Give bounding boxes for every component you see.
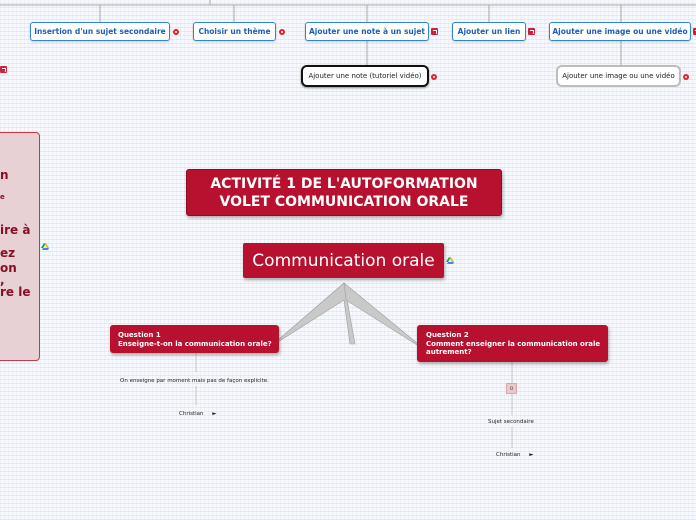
question2-text-line2: autrement? <box>426 348 472 356</box>
left-panel-drive-icon[interactable] <box>41 243 49 250</box>
central-topic-drive-icon[interactable] <box>446 257 454 264</box>
question2-expand-icon[interactable]: ► <box>529 452 534 458</box>
question1-topic[interactable] <box>110 325 279 353</box>
question2-author[interactable] <box>496 452 534 458</box>
left-edge-link-icon[interactable] <box>0 66 7 73</box>
tutorial-note-box[interactable] <box>301 65 429 87</box>
central-topic-label: Communication orale <box>252 250 435 271</box>
add-note-link-icon[interactable] <box>431 28 438 35</box>
question1-expand-icon[interactable]: ► <box>212 411 217 417</box>
insert-subtopic-button[interactable] <box>30 22 170 41</box>
activity-title-box[interactable] <box>186 169 502 216</box>
left-panel-line: e <box>0 193 5 201</box>
question2-marker: o <box>509 385 514 392</box>
left-panel-line: n <box>0 168 9 182</box>
add-image-label: Ajouter une image ou une vidéo <box>552 27 688 36</box>
question1-text: Enseigne-t-on la communication orale? <box>118 339 272 348</box>
question1-answer: On enseigne par moment mais pas de façon explicite. <box>120 378 269 384</box>
question2-author-name: Christian <box>496 452 521 458</box>
insert-subtopic-video-icon[interactable] <box>173 29 179 35</box>
add-note-label: Ajouter une note à un sujet <box>308 27 425 36</box>
add-note-button[interactable] <box>305 22 429 41</box>
left-panel-text <box>0 168 31 300</box>
left-panel-line: re le <box>0 285 31 299</box>
add-link-button[interactable] <box>452 22 526 41</box>
question1-title: Question 1 <box>118 331 161 339</box>
question2-title: Question 2 <box>426 331 469 339</box>
image-note-text: Ajouter une image ou une vidéo <box>562 72 675 80</box>
left-panel-line: , <box>0 273 5 287</box>
question2-collapsed-node[interactable] <box>506 383 517 394</box>
insert-subtopic-label: Insertion d'un sujet secondaire <box>34 27 166 36</box>
tutorial-note-text: Ajouter une note (tutoriel vidéo) <box>308 72 422 80</box>
activity-title-line2: VOLET COMMUNICATION ORALE <box>219 193 469 210</box>
choose-theme-label: Choisir un thème <box>198 27 271 36</box>
add-link-label: Ajouter un lien <box>457 27 521 36</box>
image-note-box[interactable] <box>556 65 681 87</box>
add-image-button[interactable] <box>549 22 691 41</box>
choose-theme-video-icon[interactable] <box>279 29 285 35</box>
central-topic[interactable] <box>243 243 444 278</box>
left-panel-line: ez <box>0 246 16 260</box>
tutorial-note-video-icon[interactable] <box>431 74 437 80</box>
add-link-link-icon[interactable] <box>528 28 535 35</box>
left-panel-line: on <box>0 261 17 275</box>
question2-text-line1: Comment enseigner la communication orale <box>426 339 601 348</box>
question1-author[interactable] <box>179 411 217 417</box>
activity-title-line1: ACTIVITÉ 1 DE L'AUTOFORMATION <box>210 175 478 192</box>
question2-topic[interactable] <box>417 325 608 362</box>
left-panel-line: ire à <box>0 223 31 237</box>
question1-author-name: Christian <box>179 411 204 417</box>
question2-subtopic[interactable]: Sujet secondaire <box>488 419 534 425</box>
image-note-video-icon[interactable] <box>683 74 689 80</box>
choose-theme-button[interactable] <box>193 22 276 41</box>
